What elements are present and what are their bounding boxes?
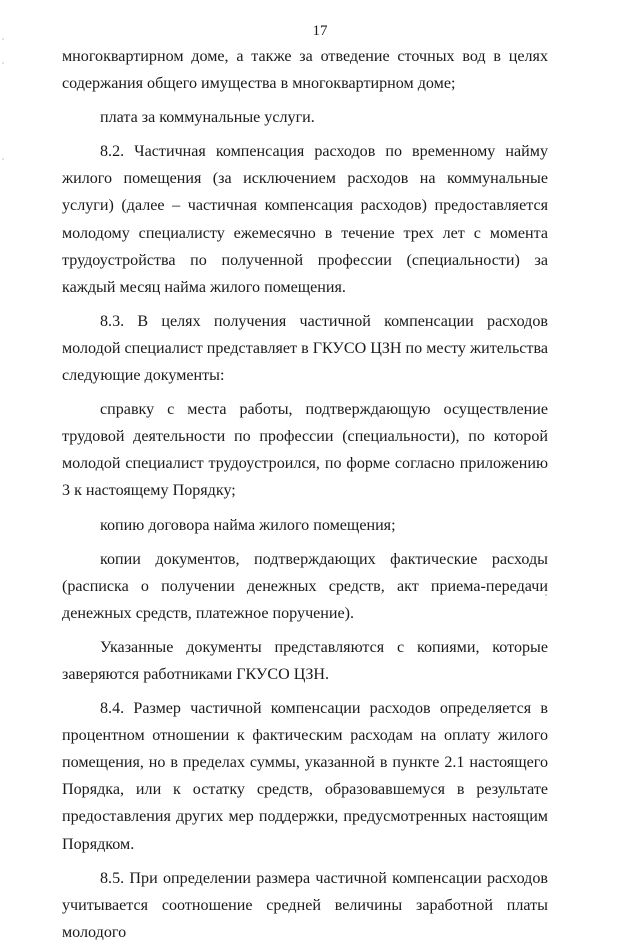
paragraph-certified-copies: Указанные документы представляются с копиями, которые заверяются работниками ГКУСО ЦЗН. (62, 638, 548, 683)
page-number: 17 (312, 23, 328, 39)
scan-speck (2, 158, 3, 159)
paragraph-8-3: 8.3. В целях получения частичной компенсации расходов молодой специалист представляет в ГКУСО ЦЗН по месту жительства следующие документы: (62, 312, 548, 385)
paragraph-8-2: 8.2. Частичная компенсация расходов по временному найму жилого помещения (за исключением расходов на коммунальные услуги) (далее – частичная компенсация расходов) предоставляется молодому специалисту ежемесячно в течение трех лет с момента трудоустройства по полученной профессии (специальности) за каждый месяц найма жилого помещения. (62, 143, 548, 296)
paragraph-expense-documents: копии документов, подтверждающих фактические расходы (расписка о получении денежных средств, акт приема-передачи денежных средств, платежное поручение). (62, 550, 548, 622)
scan-speck (2, 62, 3, 63)
paragraph-8-5: 8.5. При определении размера частичной компенсации расходов учитывается соотношение средней величины заработной платы молодого (62, 869, 548, 941)
paragraph-utilities: плата за коммунальные услуги. (100, 109, 315, 127)
scan-speck (545, 594, 546, 595)
scan-speck (2, 38, 3, 39)
paragraph-8-4: 8.4. Размер частичной компенсации расходов определяется в процентном отношении к фактическим расходам на оплату жилого помещения, но в пределах суммы, указанной в пункте 2.1 настоящего Порядка, или к остатку средств, образовавшемуся в результате предоставления других мер поддержки, предусмотренных настоящим Порядком. (62, 700, 548, 853)
paragraph-work-certificate: справку с места работы, подтверждающую осуществление трудовой деятельности по профессии (специальности), по которой молодой специалист трудоустроился, по форме согласно приложению 3 к настоящему Порядку; (62, 401, 548, 500)
paragraph-rental-contract: копию договора найма жилого помещения; (100, 516, 396, 534)
paragraph-continuation: многоквартирном доме, а также за отведение сточных вод в целях содержания общего имущества в многоквартирном доме; (62, 48, 548, 93)
